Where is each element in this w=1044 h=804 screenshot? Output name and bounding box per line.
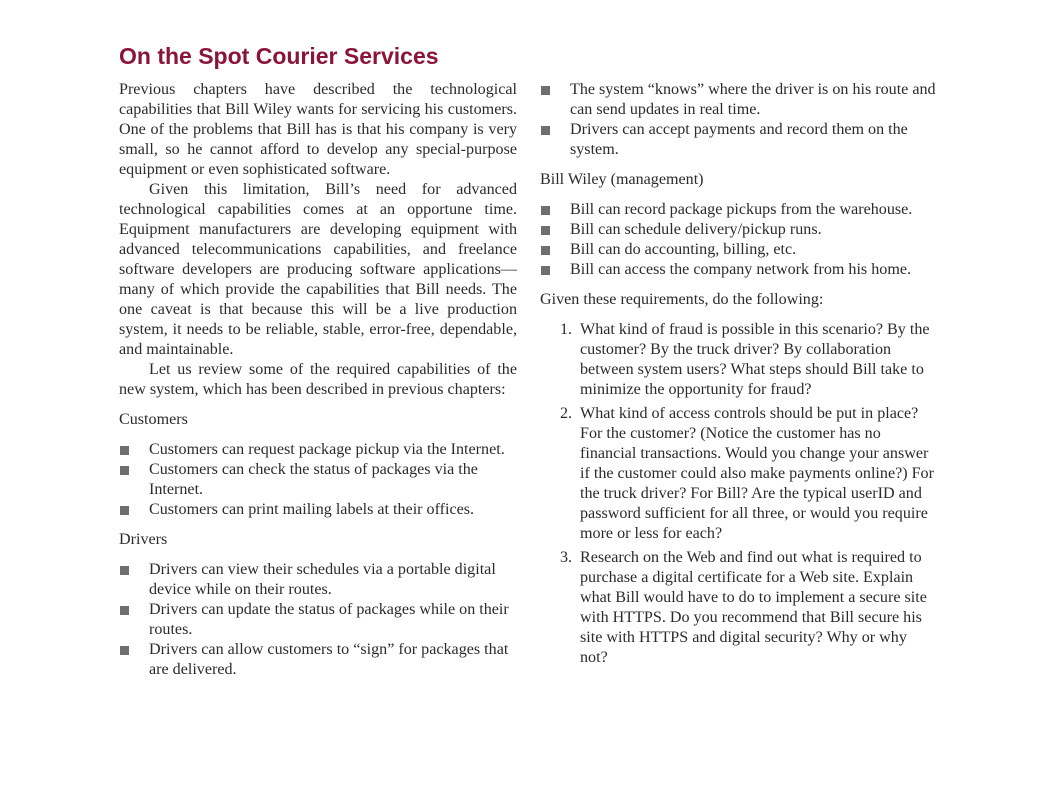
square-bullet-icon [120, 446, 129, 455]
customers-heading: Customers [119, 411, 188, 428]
square-bullet-icon [120, 466, 129, 475]
list-item: Customers can request package pickup via the Internet. [119, 440, 517, 460]
square-bullet-icon [541, 126, 550, 135]
list-item: Bill can do accounting, billing, etc. [540, 240, 938, 260]
question-text: What kind of access controls should be put in place? For the customer? (Notice the customer has no financial transactions. Would you change your answer if the customer could also make payments online?) For the truck driver? For Bill? Are the typical userID and password sufficient for all three, or would you require more or less for each? [580, 405, 934, 542]
drivers-list-continued [540, 80, 938, 160]
square-bullet-icon [120, 506, 129, 515]
question-item [540, 548, 938, 668]
drivers-heading: Drivers [119, 531, 168, 548]
list-item: Drivers can update the status of packages while on their routes. [119, 600, 517, 640]
square-bullet-icon [541, 246, 550, 255]
list-item: Customers can check the status of packages via the Internet. [119, 460, 517, 500]
review-paragraph: Let us review some of the required capabilities of the new system, which has been described in previous chapters: [119, 361, 517, 398]
square-bullet-icon [541, 86, 550, 95]
list-item: Bill can schedule delivery/pickup runs. [540, 220, 938, 240]
requirements-intro: Given these requirements, do the following: [540, 291, 824, 308]
question-item [540, 404, 938, 544]
section-title: On the Spot Courier Services [119, 43, 439, 69]
square-bullet-icon [120, 606, 129, 615]
list-item: Drivers can view their schedules via a portable digital device while on their routes. [119, 560, 517, 600]
square-bullet-icon [541, 266, 550, 275]
question-number: 3. [560, 549, 573, 566]
square-bullet-icon [541, 226, 550, 235]
question-number: 2. [560, 405, 573, 422]
question-text: What kind of fraud is possible in this scenario? By the customer? By the truck driver? By collaboration between system users? What steps should Bill take to minimize the opportunity for fraud? [580, 321, 930, 398]
drivers-list [119, 560, 517, 680]
management-list [540, 200, 938, 280]
square-bullet-icon [120, 646, 129, 655]
list-item: The system “knows” where the driver is on his route and can send updates in real time. [540, 80, 938, 120]
customers-list [119, 440, 517, 520]
left-column [119, 80, 517, 680]
list-item: Drivers can accept payments and record them on the system. [540, 120, 938, 160]
right-column [540, 80, 938, 672]
list-item: Bill can record package pickups from the warehouse. [540, 200, 938, 220]
square-bullet-icon [541, 206, 550, 215]
list-item: Drivers can allow customers to “sign” for packages that are delivered. [119, 640, 517, 680]
question-text: Research on the Web and find out what is required to purchase a digital certificate for a Web site. Explain what Bill would have to do to implement a secure site with HTTPS. Do you recommend that Bill secure his site with HTTPS and digital security? Why or why not? [580, 549, 927, 666]
list-item: Bill can access the company network from his home. [540, 260, 938, 280]
question-number: 1. [560, 321, 573, 338]
square-bullet-icon [120, 566, 129, 575]
management-heading: Bill Wiley (management) [540, 171, 704, 188]
question-item [540, 320, 938, 400]
limitation-paragraph: Given this limitation, Bill’s need for advanced technological capabilities comes at an opportune time. Equipment manufacturers are developing equipment with advanced telecommunications capabilities, and freelance software developers are producing software applications—many of which provide the capabilities that Bill needs. The one caveat is that because this will be a live production system, it needs to be reliable, stable, error-free, dependable, and maintainable. [119, 181, 517, 358]
intro-paragraph: Previous chapters have described the technological capabilities that Bill Wiley wants for servicing his customers. One of the problems that Bill has is that his company is very small, so he cannot afford to develop any special-purpose equipment or even sophisticated software. [119, 81, 517, 178]
questions-list [540, 320, 938, 668]
list-item: Customers can print mailing labels at their offices. [119, 500, 517, 520]
